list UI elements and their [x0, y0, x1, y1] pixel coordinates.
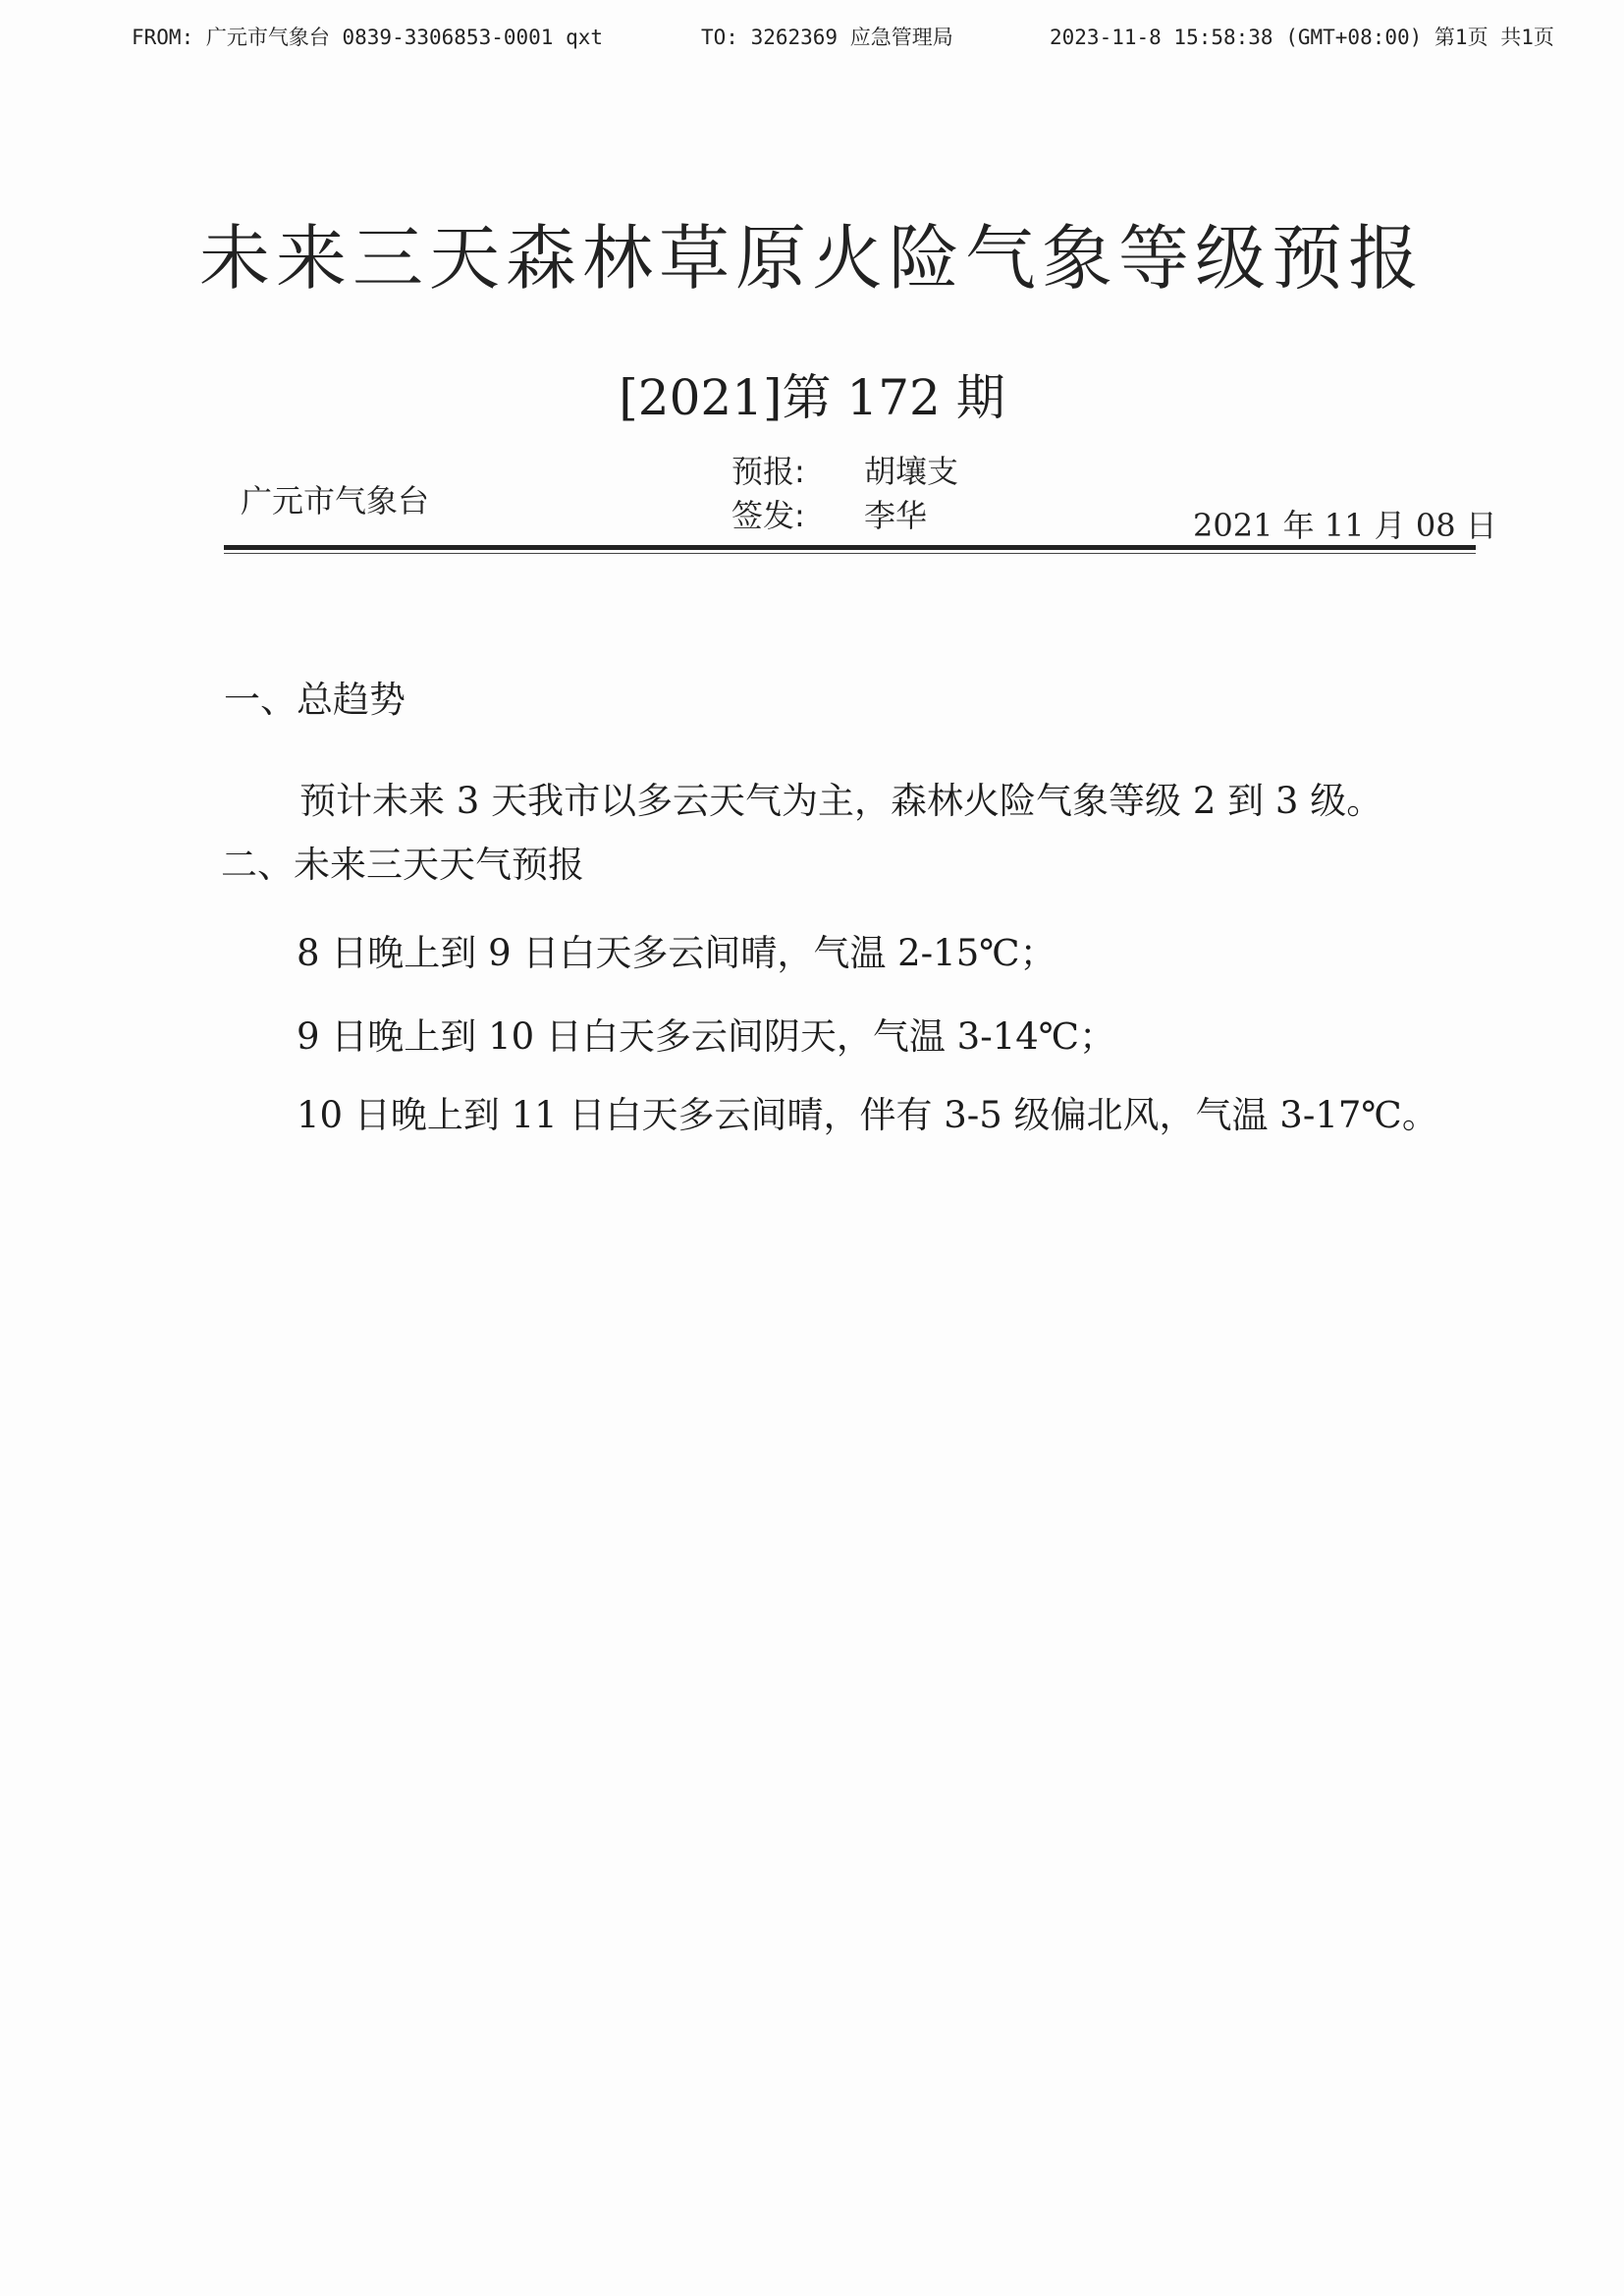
- document-title: 未来三天森林草原火险气象等级预报: [198, 217, 1425, 300]
- forecaster-name: 胡壤支: [864, 453, 959, 490]
- fax-from: FROM: 广元市气象台 0839-3306853-0001 qxt: [132, 26, 604, 49]
- issue-number: [2021]第 172 期: [619, 369, 1005, 426]
- issuer: 广元市气象台: [241, 482, 430, 519]
- trend-paragraph: 预计未来 3 天我市以多云天气为主，森林火险气象等级 2 到 3 级。: [299, 780, 1383, 822]
- forecast-line: 8 日晚上到 9 日白天多云间晴，气温 2-15℃；: [297, 932, 1056, 974]
- header-divider: [224, 545, 1476, 550]
- header-divider-thin: [224, 553, 1476, 554]
- section-heading-forecast: 二、未来三天天气预报: [221, 844, 584, 886]
- signer-label: 签发:: [731, 497, 805, 534]
- forecast-line: 10 日晚上到 11 日白天多云间晴，伴有 3-5 级偏北风，气温 3-17℃。: [297, 1094, 1438, 1136]
- fax-timestamp: 2023-11-8 15:58:38 (GMT+08:00) 第1页 共1页: [1050, 26, 1554, 49]
- issue-date: 2021 年 11 月 08 日: [1193, 507, 1497, 544]
- section-heading-trend: 一、总趋势: [224, 679, 406, 721]
- forecaster-label: 预报:: [731, 453, 805, 490]
- fax-to: TO: 3262369 应急管理局: [701, 26, 953, 49]
- forecast-line: 9 日晚上到 10 日白天多云间阴天，气温 3-14℃；: [297, 1015, 1116, 1058]
- fax-header: [132, 22, 1595, 61]
- signer-name: 李华: [864, 497, 928, 534]
